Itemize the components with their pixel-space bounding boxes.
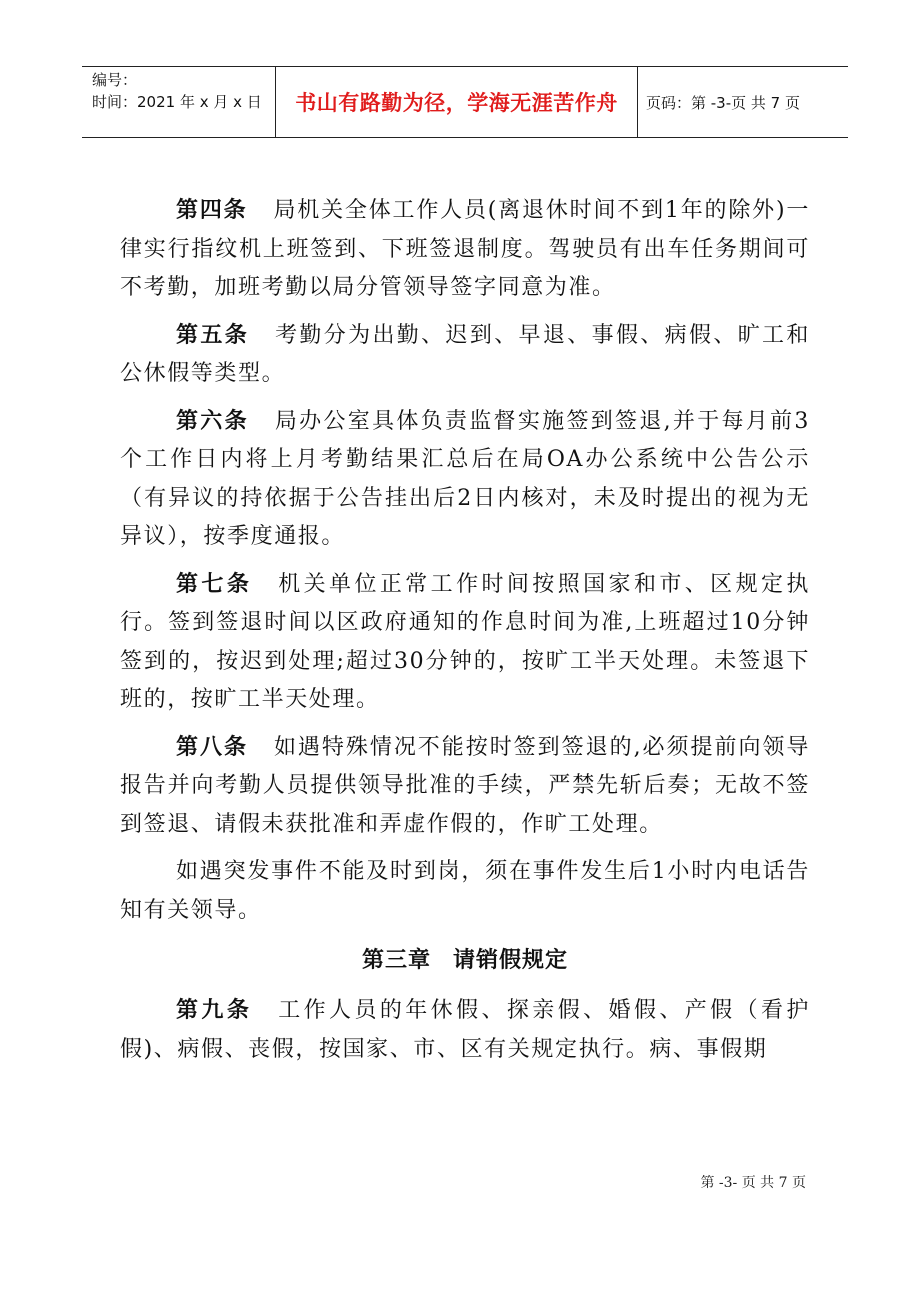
page-footer: 第 -3- 页 共 7 页	[700, 1175, 806, 1191]
header-page-cell	[638, 67, 848, 137]
article-label: 第九条	[176, 998, 253, 1023]
article-label: 第五条	[176, 322, 250, 348]
article-text: 机关单位正常工作时间按照国家和市、区规定执行。签到签退时间以区政府通知的作息时间为准,上班超过10分钟签到的，按迟到处理;超过30分钟的，按旷工半天处理。未签退下班的，按旷工半天处理。	[120, 571, 810, 712]
article-8	[120, 729, 810, 845]
article-9	[120, 992, 810, 1069]
header-meta-cell	[82, 67, 276, 137]
document-date: 时间：2021 年 x 月 x 日	[92, 93, 262, 111]
article-text: 局办公室具体负责监督实施签到签退,并于每月前3个工作日内将上月考勤结果汇总后在局OA办公系统中公告公示（有异议的持依据于公告挂出后2日内核对，未及时提出的视为无异议），按季度通报。	[120, 408, 810, 549]
chapter-title: 请销假规定	[453, 948, 569, 973]
header-motto-cell	[276, 67, 638, 137]
document-header	[82, 66, 848, 138]
document-number-label: 编号：	[92, 71, 138, 89]
document-body	[120, 192, 810, 1069]
header-motto: 书山有路勤为径，学海无涯苦作舟	[295, 91, 618, 115]
article-7	[120, 566, 810, 720]
article-text: 如遇特殊情况不能按时签到签退的,必须提前向领导报告并向考勤人员提供领导批准的手续，严禁先斩后奏；无故不签到签退、请假未获批准和弄虚作假的，作旷工处理。	[120, 734, 810, 837]
chapter-heading	[120, 942, 810, 980]
chapter-number: 第三章	[361, 948, 431, 973]
article-5	[120, 317, 810, 394]
article-text: 工作人员的年休假、探亲假、婚假、产假（看护假)、病假、丧假，按国家、市、区有关规定执行。病、事假期	[120, 998, 810, 1062]
article-label: 第六条	[176, 408, 249, 434]
article-4	[120, 192, 810, 308]
article-8-supplement: 如遇突发事件不能及时到岗，须在事件发生后1小时内电话告知有关领导。	[120, 859, 810, 923]
article-6	[120, 403, 810, 557]
article-label: 第四条	[176, 198, 248, 223]
article-label: 第七条	[176, 571, 253, 597]
article-text: 考勤分为出勤、迟到、早退、事假、病假、旷工和公休假等类型。	[120, 322, 811, 386]
article-text: 局机关全体工作人员(离退休时间不到1年的除外)一律实行指纹机上班签到、下班签退制度。驾驶员有出车任务期间可不考勤，加班考勤以局分管领导签字同意为准。	[120, 198, 810, 300]
article-label: 第八条	[176, 734, 248, 760]
header-page-code: 页码：第 -3-页 共 7 页	[646, 93, 800, 112]
